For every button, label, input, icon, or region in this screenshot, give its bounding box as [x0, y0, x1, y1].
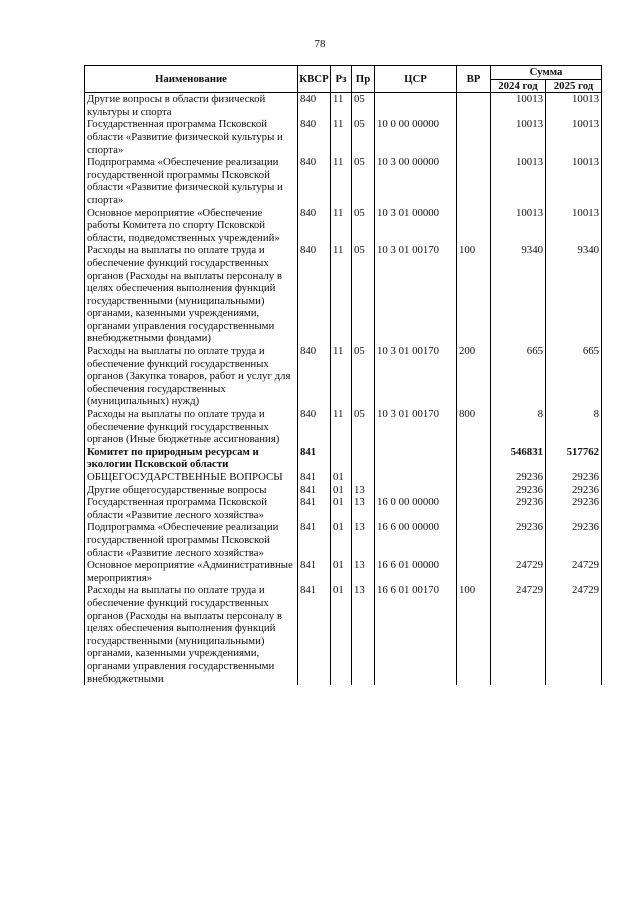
header-vr: ВР	[457, 66, 491, 93]
cell-rz: 01	[331, 496, 352, 521]
cell-y2025: 517762	[546, 446, 602, 471]
cell-kvsr: 841	[298, 471, 331, 484]
table-row	[85, 118, 602, 156]
table-row	[85, 244, 602, 345]
budget-table	[84, 65, 602, 685]
page-number: 78	[314, 38, 326, 50]
cell-csr: 10 0 00 00000	[375, 118, 457, 156]
cell-y2025: 10013	[546, 207, 602, 245]
cell-csr: 10 3 01 00170	[375, 244, 457, 345]
cell-name: Подпрограмма «Обеспечение реализации государственной программы Псковской области «Развитие физической культуры и спорта»	[85, 156, 298, 206]
header-kvsr: КВСР	[298, 66, 331, 93]
cell-y2024: 29236	[491, 471, 546, 484]
table-row	[85, 345, 602, 408]
cell-kvsr: 840	[298, 156, 331, 206]
cell-csr: 10 3 01 00170	[375, 345, 457, 408]
cell-rz: 11	[331, 244, 352, 345]
cell-pr: 13	[352, 559, 375, 584]
cell-rz: 11	[331, 207, 352, 245]
cell-kvsr: 841	[298, 584, 331, 685]
cell-vr	[457, 93, 491, 119]
cell-pr: 05	[352, 118, 375, 156]
cell-pr: 13	[352, 521, 375, 559]
cell-y2025: 29236	[546, 484, 602, 497]
cell-rz: 11	[331, 118, 352, 156]
cell-y2024: 10013	[491, 93, 546, 119]
cell-pr: 13	[352, 496, 375, 521]
cell-y2025: 29236	[546, 521, 602, 559]
cell-pr	[352, 446, 375, 471]
cell-csr: 16 6 00 00000	[375, 521, 457, 559]
cell-y2025: 10013	[546, 118, 602, 156]
cell-rz: 11	[331, 93, 352, 119]
cell-name: Расходы на выплаты по оплате труда и обеспечение функций государственных органов (Расходы на выплаты персоналу в целях обеспечения выполнения функций государственными (муниципальными) органами, казенными учреждениями, органами управления государственными внебюджетными	[85, 584, 298, 685]
cell-kvsr: 841	[298, 484, 331, 497]
cell-csr: 10 3 01 00170	[375, 408, 457, 446]
cell-rz: 11	[331, 408, 352, 446]
cell-rz: 01	[331, 521, 352, 559]
header-sum: Сумма	[491, 66, 602, 80]
cell-pr: 05	[352, 93, 375, 119]
cell-pr: 05	[352, 244, 375, 345]
table-row	[85, 559, 602, 584]
table-row	[85, 471, 602, 484]
cell-rz	[331, 446, 352, 471]
table-row	[85, 484, 602, 497]
cell-rz: 11	[331, 345, 352, 408]
cell-vr	[457, 118, 491, 156]
cell-pr: 05	[352, 207, 375, 245]
cell-pr: 05	[352, 156, 375, 206]
cell-csr	[375, 471, 457, 484]
cell-y2024: 9340	[491, 244, 546, 345]
cell-kvsr: 841	[298, 496, 331, 521]
cell-vr	[457, 471, 491, 484]
table-row	[85, 496, 602, 521]
cell-csr	[375, 484, 457, 497]
cell-kvsr: 840	[298, 345, 331, 408]
cell-y2024: 29236	[491, 496, 546, 521]
cell-csr: 16 6 01 00000	[375, 559, 457, 584]
header-year-2024: 2024 год	[491, 79, 546, 93]
table-row	[85, 584, 602, 685]
cell-vr: 100	[457, 244, 491, 345]
cell-y2025: 665	[546, 345, 602, 408]
cell-csr: 16 0 00 00000	[375, 496, 457, 521]
cell-name: Подпрограмма «Обеспечение реализации государственной программы Псковской области «Развитие лесного хозяйства»	[85, 521, 298, 559]
cell-pr	[352, 471, 375, 484]
cell-vr: 200	[457, 345, 491, 408]
cell-kvsr: 840	[298, 207, 331, 245]
cell-vr	[457, 559, 491, 584]
cell-y2025: 24729	[546, 559, 602, 584]
cell-csr	[375, 446, 457, 471]
cell-kvsr: 840	[298, 118, 331, 156]
cell-name: Расходы на выплаты по оплате труда и обеспечение функций государственных органов (Иные бюджетные ассигнования)	[85, 408, 298, 446]
cell-rz: 11	[331, 156, 352, 206]
cell-y2024: 8	[491, 408, 546, 446]
cell-csr: 10 3 00 00000	[375, 156, 457, 206]
table-header	[85, 66, 602, 93]
cell-rz: 01	[331, 471, 352, 484]
cell-name: Основное мероприятие «Обеспечение работы Комитета по спорту Псковской области, подведомственных учреждений»	[85, 207, 298, 245]
cell-vr	[457, 207, 491, 245]
cell-csr	[375, 93, 457, 119]
cell-pr: 13	[352, 484, 375, 497]
cell-y2025: 10013	[546, 156, 602, 206]
table-row	[85, 521, 602, 559]
cell-csr: 10 3 01 00000	[375, 207, 457, 245]
cell-vr	[457, 484, 491, 497]
header-pr: Пр	[352, 66, 375, 93]
cell-name: Расходы на выплаты по оплате труда и обеспечение функций государственных органов (Расходы на выплаты персоналу в целях обеспечения выполнения функций государственными (муниципальными) органами, казенными учреждениями, органами управления государственными внебюджетными фондами)	[85, 244, 298, 345]
cell-y2025: 10013	[546, 93, 602, 119]
cell-name: Другие общегосударственные вопросы	[85, 484, 298, 497]
cell-kvsr: 841	[298, 446, 331, 471]
cell-rz: 01	[331, 584, 352, 685]
cell-y2024: 665	[491, 345, 546, 408]
cell-name: Комитет по природным ресурсам и экологии Псковской области	[85, 446, 298, 471]
cell-y2024: 29236	[491, 521, 546, 559]
cell-pr: 13	[352, 584, 375, 685]
cell-y2024: 10013	[491, 118, 546, 156]
table-row	[85, 156, 602, 206]
cell-name: Расходы на выплаты по оплате труда и обеспечение функций государственных органов (Закупка товаров, работ и услуг для обеспечения государственных (муниципальных) нужд)	[85, 345, 298, 408]
cell-y2024: 10013	[491, 156, 546, 206]
cell-y2024: 29236	[491, 484, 546, 497]
cell-pr: 05	[352, 345, 375, 408]
table-body	[85, 93, 602, 685]
cell-vr	[457, 521, 491, 559]
cell-kvsr: 840	[298, 93, 331, 119]
cell-pr: 05	[352, 408, 375, 446]
cell-csr: 16 6 01 00170	[375, 584, 457, 685]
table-row	[85, 93, 602, 119]
table-row	[85, 446, 602, 471]
table-row	[85, 207, 602, 245]
cell-name: Государственная программа Псковской области «Развитие физической культуры и спорта»	[85, 118, 298, 156]
cell-name: Другие вопросы в области физической культуры и спорта	[85, 93, 298, 119]
cell-vr: 100	[457, 584, 491, 685]
cell-y2025: 8	[546, 408, 602, 446]
cell-name: Государственная программа Псковской области «Развитие лесного хозяйства»	[85, 496, 298, 521]
cell-vr: 800	[457, 408, 491, 446]
cell-y2024: 24729	[491, 584, 546, 685]
cell-rz: 01	[331, 484, 352, 497]
cell-y2025: 29236	[546, 471, 602, 484]
cell-vr	[457, 156, 491, 206]
cell-name: ОБЩЕГОСУДАРСТВЕННЫЕ ВОПРОСЫ	[85, 471, 298, 484]
cell-y2025: 29236	[546, 496, 602, 521]
cell-kvsr: 840	[298, 408, 331, 446]
cell-rz: 01	[331, 559, 352, 584]
header-csr: ЦСР	[375, 66, 457, 93]
table-row	[85, 408, 602, 446]
cell-kvsr: 841	[298, 559, 331, 584]
header-year-2025: 2025 год	[546, 79, 602, 93]
cell-vr	[457, 496, 491, 521]
header-rz: Рз	[331, 66, 352, 93]
cell-name: Основное мероприятие «Административные мероприятия»	[85, 559, 298, 584]
cell-kvsr: 841	[298, 521, 331, 559]
cell-y2024: 546831	[491, 446, 546, 471]
cell-vr	[457, 446, 491, 471]
cell-y2025: 24729	[546, 584, 602, 685]
cell-kvsr: 840	[298, 244, 331, 345]
cell-y2024: 24729	[491, 559, 546, 584]
cell-y2024: 10013	[491, 207, 546, 245]
cell-y2025: 9340	[546, 244, 602, 345]
header-name: Наименование	[85, 66, 298, 93]
